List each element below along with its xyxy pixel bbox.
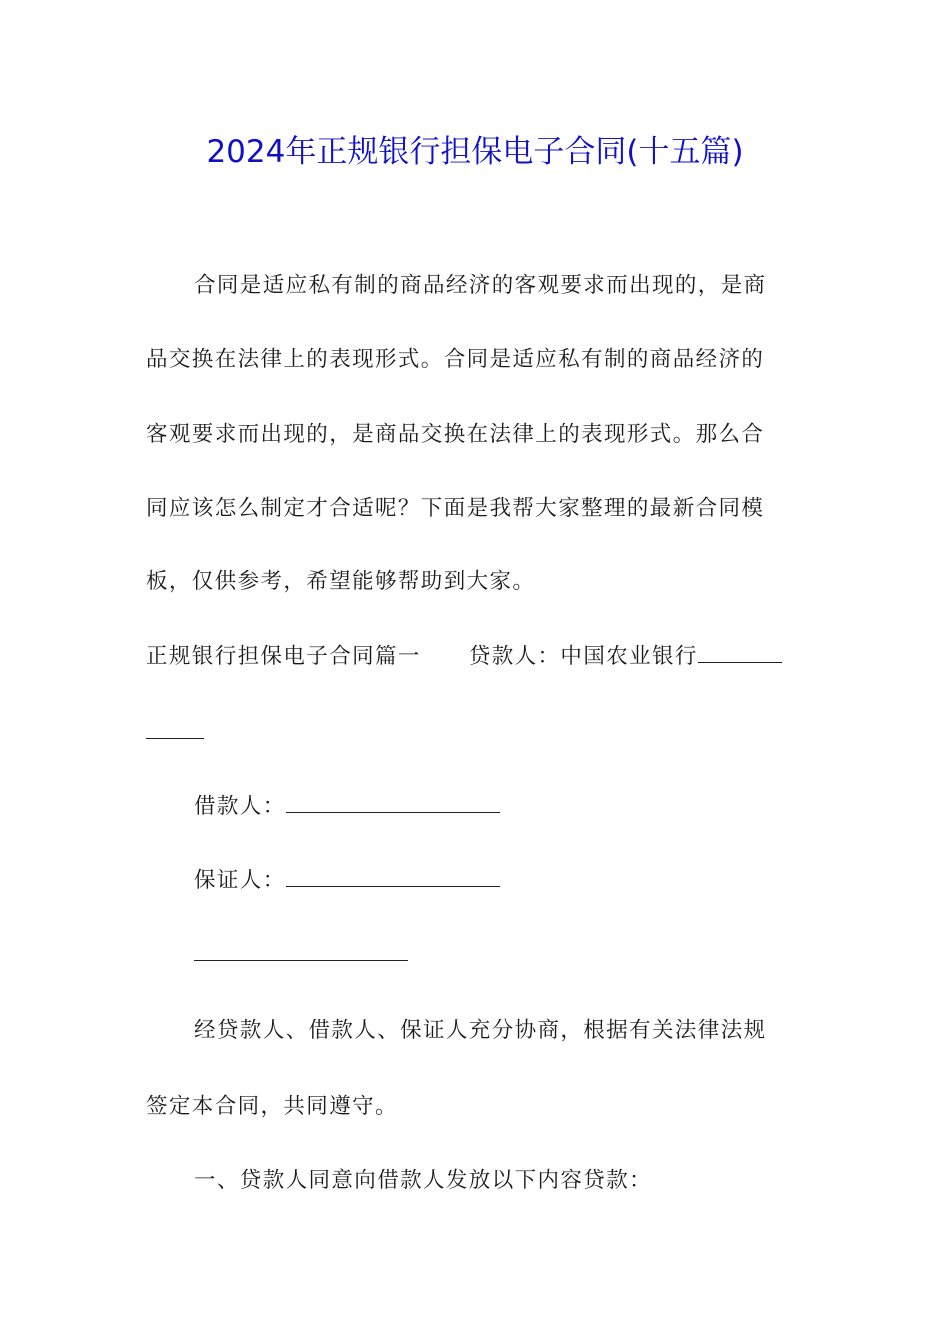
- borrower-row: [194, 792, 500, 822]
- guarantor-label: 保证人：: [194, 868, 286, 893]
- clause-1: 一、贷款人同意向借款人发放以下内容贷款：: [194, 1168, 653, 1193]
- intro-line-1: 合同是适应私有制的商品经济的客观要求而出现的，是商: [194, 273, 767, 298]
- extra-blank: [194, 942, 408, 961]
- intro-line-2: 品交换在法律上的表现形式。合同是适应私有制的商品经济的: [146, 347, 765, 372]
- section-heading: 正规银行担保电子合同篇一: [146, 644, 421, 669]
- guarantor-blank: [286, 868, 500, 887]
- borrower-label: 借款人：: [194, 794, 286, 819]
- extra-blank-row: [194, 940, 408, 970]
- guarantor-row: [194, 866, 500, 896]
- lender-blank: [698, 644, 782, 663]
- lender-label: 贷款人：中国农业银行: [468, 644, 698, 669]
- lender-blank-continuation-row: [146, 718, 204, 748]
- borrower-blank: [286, 794, 500, 813]
- section-heading-row: [146, 642, 782, 672]
- agreement-line-1: 经贷款人、借款人、保证人充分协商，根据有关法律法规: [194, 1018, 767, 1043]
- lender-blank-continuation: [146, 720, 204, 739]
- intro-line-3: 客观要求而出现的，是商品交换在法律上的表现形式。那么合: [146, 422, 765, 447]
- intro-line-5: 板，仅供参考，希望能够帮助到大家。: [146, 569, 536, 594]
- agreement-line-2: 签定本合同，共同遵守。: [146, 1094, 398, 1119]
- document-title: 2024年正规银行担保电子合同(十五篇): [206, 134, 744, 170]
- intro-line-4: 同应该怎么制定才合适呢？下面是我帮大家整理的最新合同模: [146, 496, 765, 521]
